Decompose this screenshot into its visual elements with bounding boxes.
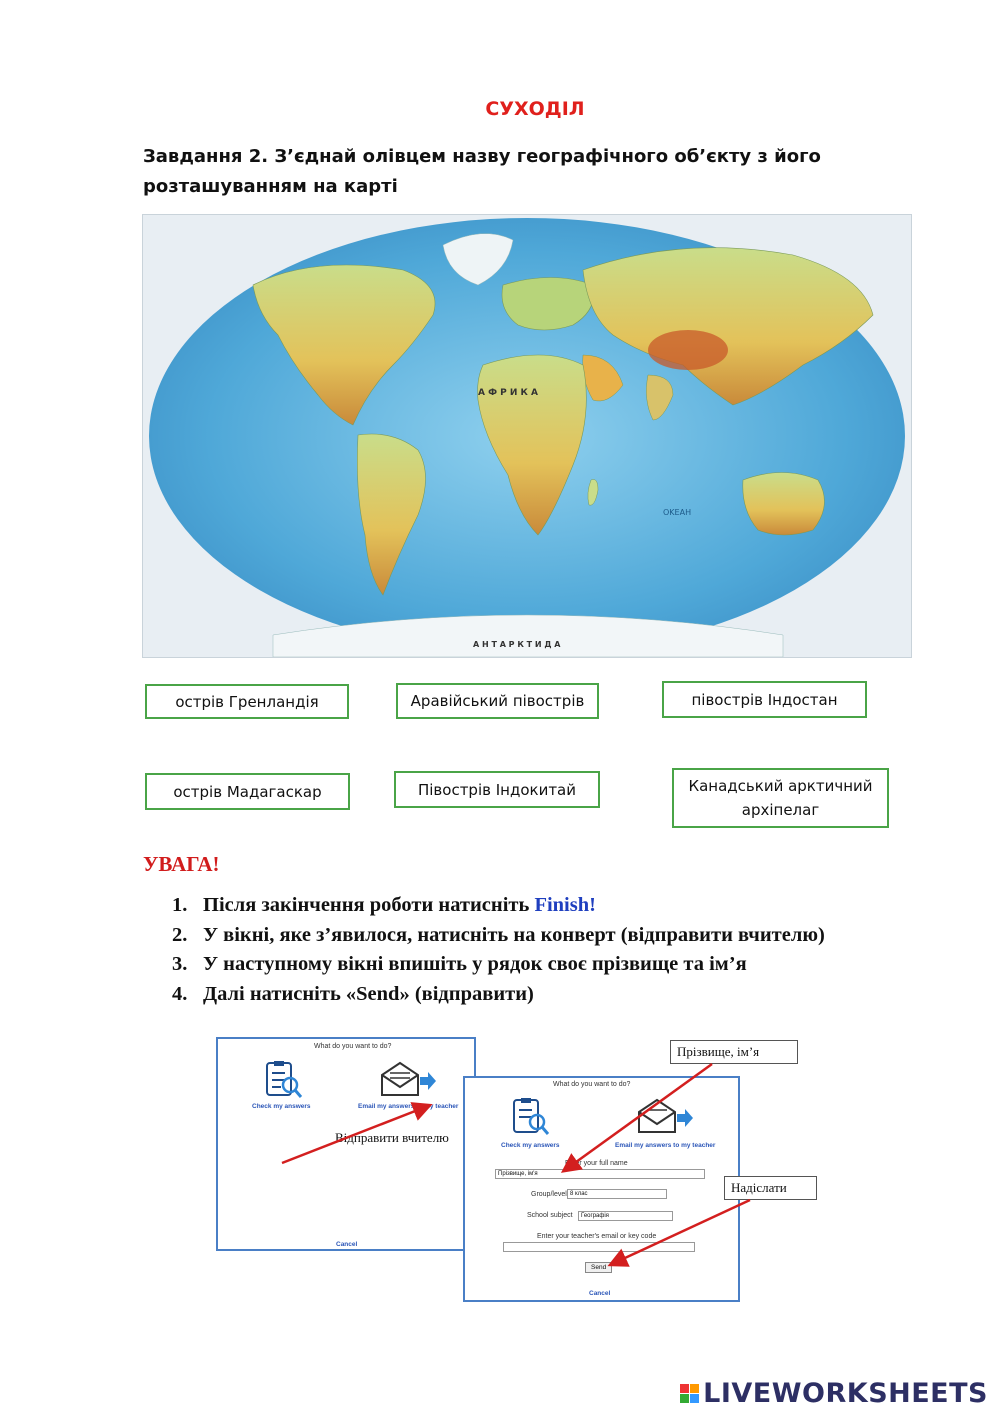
page-title: СУХОДІЛ [485,98,585,120]
dialog1-cancel[interactable]: Cancel [336,1241,358,1248]
finish-keyword: Finish! [534,894,596,916]
callout-teacher: Відправити вчителю [335,1130,449,1145]
dialog1-check-answers[interactable]: Check my answers [252,1103,311,1110]
group-label: Group/level [531,1191,567,1198]
dialog1-email-teacher[interactable]: Email my answers to my teacher [358,1103,459,1110]
answer-box-indochina[interactable]: Півострів Індокитай [394,771,600,808]
answer-box-greenland[interactable]: острів Гренландія [145,684,349,719]
logo-text: LIVEWORKSHEETS [703,1378,988,1409]
logo-mark-icon [680,1384,699,1403]
group-input[interactable]: 8 клас [567,1189,667,1199]
dialog1-question: What do you want to do? [314,1043,392,1050]
answer-box-madagascar[interactable]: острів Мадагаскар [145,773,350,810]
liveworksheets-logo [680,1378,988,1409]
step-4: 4. Далі натисніть «Send» (відправити) [172,982,534,1005]
map-label-antarctica: А Н Т А Р К Т И Д А [473,640,561,649]
answer-box-arabian[interactable]: Аравійський півострів [396,683,599,719]
arrow-to-email [282,1106,428,1163]
dialog2-question: What do you want to do? [553,1081,631,1088]
map-label-ocean: OKEAH [663,508,692,517]
map-label-africa: А Ф Р И К А [478,388,539,398]
subject-input[interactable]: Географія [578,1211,673,1221]
task-line-2: розташуванням на карті [143,176,398,197]
dialog2-cancel[interactable]: Cancel [589,1290,611,1297]
step-3: 3. У наступному вікні впишіть у рядок своє прізвище та ім’я [172,953,747,975]
answer-box-hindustan[interactable]: півострів Індостан [662,681,867,718]
fullname-label: Enter your full name [565,1160,628,1167]
task-line-1: Завдання 2. З’єднай олівцем назву географічного об’єкту з його [143,146,821,167]
answer-box-canadian-archipelago[interactable]: Канадський арктичний архіпелаг [672,768,889,828]
subject-label: School subject [527,1212,573,1219]
teacher-email-label: Enter your teacher's email or key code [537,1233,657,1240]
arrow-to-send [612,1200,750,1264]
fullname-input[interactable]: Прізвище, ім'я [495,1169,705,1179]
warning-heading: УВАГА! [143,852,220,876]
callout-name: Прізвище, ім’я [670,1040,798,1064]
arrow-to-name [565,1064,712,1170]
callout-send: Надіслати [724,1176,817,1200]
step-2: 2. У вікні, яке з’явилося, натисніть на конверт (відправити вчителю) [172,923,825,946]
dialog2-check-answers[interactable]: Check my answers [501,1142,560,1149]
dialog2-email-teacher[interactable]: Email my answers to my teacher [615,1142,716,1149]
send-button[interactable]: Send [585,1262,612,1273]
step-1: 1. Після закінчення роботи натисніть Finish! [172,894,596,916]
